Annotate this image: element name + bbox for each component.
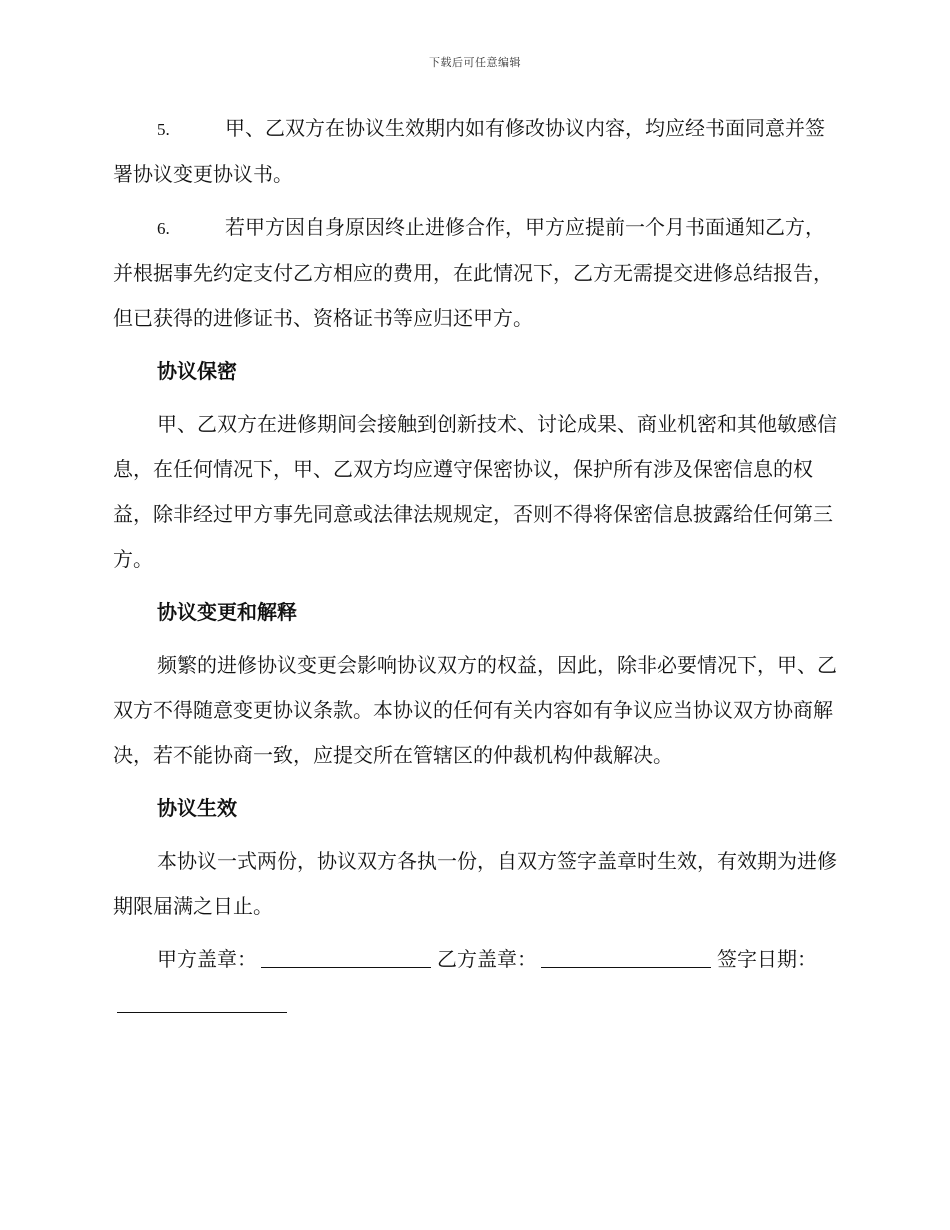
clause-item-6 [113,205,837,341]
party-b-seal-label: 乙方盖章： [437,947,537,971]
document-body [113,106,837,1035]
section-heading-effectiveness: 协议生效 [157,796,237,820]
page-header: 下载后可任意编辑 [429,56,521,69]
party-a-seal-label: 甲方盖章： [157,947,257,971]
signing-date-label: 签字日期： [717,947,817,971]
party-a-seal-blank[interactable] [261,947,431,968]
section-body-effectiveness: 本协议一式两份，协议双方各执一份，自双方签字盖章时生效，有效期为进修期限届满之日止。 [113,849,837,918]
clause-number: 5. [157,120,170,139]
clause-text: 若甲方因自身原因终止进修合作，甲方应提前一个月书面通知乙方，并根据事先约定支付乙方相应的费用，在此情况下，乙方无需提交进修总结报告，但已获得的进修证书、资格证书等应归还甲方。 [113,215,833,330]
section-heading-confidentiality: 协议保密 [157,359,237,383]
signing-date-blank[interactable] [117,992,287,1013]
section-heading-amendment: 协议变更和解释 [157,600,297,624]
party-b-seal-blank[interactable] [541,947,711,968]
clause-number: 6. [157,219,170,238]
signature-line [113,937,837,1027]
clause-text: 甲、乙双方在协议生效期内如有修改协议内容，均应经书面同意并签署协议变更协议书。 [113,116,825,186]
section-body-confidentiality: 甲、乙双方在进修期间会接触到创新技术、讨论成果、商业机密和其他敏感信息，在任何情况下，甲、乙双方均应遵守保密协议，保护所有涉及保密信息的权益，除非经过甲方事先同意或法律法规规定，否则不得将保密信息披露给任何第三方。 [113,412,837,571]
section-body-amendment: 频繁的进修协议变更会影响协议双方的权益，因此，除非必要情况下，甲、乙双方不得随意变更协议条款。本协议的任何有关内容如有争议应当协议双方协商解决，若不能协商一致，应提交所在管辖区的仲裁机构仲裁解决。 [113,653,837,767]
clause-item-5 [113,106,837,197]
